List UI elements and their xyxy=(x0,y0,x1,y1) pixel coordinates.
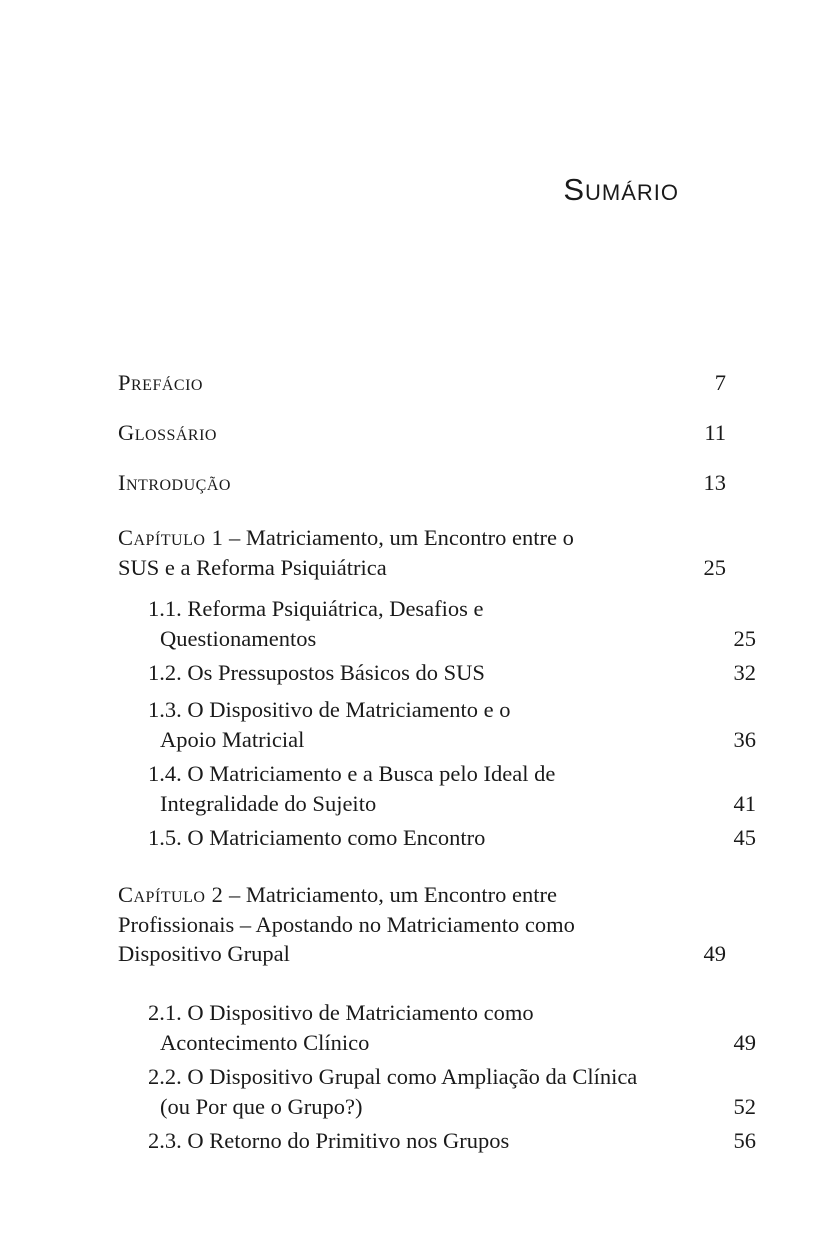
section-title-line-1: 2.3. O Retorno do Primitivo nos Grupos xyxy=(148,1128,510,1153)
toc-entry-section-2-1 xyxy=(118,998,756,1057)
section-title-line-1: 1.4. O Matriciamento e a Busca pelo Ideal de xyxy=(148,761,556,786)
toc-entry-section-2-3 xyxy=(118,1126,756,1156)
toc-entry-section-1-2 xyxy=(118,658,756,688)
toc-entry-text xyxy=(148,759,756,818)
toc-page-number: 25 xyxy=(703,554,726,580)
toc-page-number: 49 xyxy=(703,941,726,966)
toc-entry-text xyxy=(148,1062,756,1121)
section-title-line-2: Integralidade do Sujeito xyxy=(160,790,377,816)
toc-page-number: 52 xyxy=(733,1093,756,1119)
page-title: Sumário xyxy=(563,172,679,207)
toc-page-number: 13 xyxy=(703,470,726,495)
section-title-line-1: 1.1. Reforma Psiquiátrica, Desafios e xyxy=(148,596,484,621)
toc-entry-introducao xyxy=(118,468,726,498)
toc-page-number: 45 xyxy=(733,825,756,850)
section-title-line-1: 1.2. Os Pressupostos Básicos do SUS xyxy=(148,660,485,685)
chapter-title-line-1: – Matriciamento, um Encontro entre o xyxy=(223,525,574,550)
section-title-line-1: 2.1. O Dispositivo de Matriciamento como xyxy=(148,1000,534,1025)
toc-page-number: 7 xyxy=(714,370,726,395)
toc-page-number: 49 xyxy=(733,1029,756,1055)
toc-entry-label: Glossário xyxy=(118,420,217,445)
chapter-title-line-2: Profissionais – Apostando no Matriciamento como xyxy=(118,911,575,937)
toc-entry-text xyxy=(148,594,756,653)
section-title-line-2: Questionamentos xyxy=(160,625,317,651)
section-title-line-1: 1.3. O Dispositivo de Matriciamento e o xyxy=(148,697,511,722)
toc-entry-section-2-2 xyxy=(118,1062,756,1121)
chapter-label: Capítulo 2 xyxy=(118,882,224,907)
toc-entry-text xyxy=(118,523,726,582)
toc-page-number: 32 xyxy=(733,660,756,685)
toc-entry-chapter-1 xyxy=(118,523,726,582)
toc-entry-section-1-1 xyxy=(118,594,756,653)
section-title-line-2: (ou Por que o Grupo?) xyxy=(160,1093,363,1119)
section-title-line-2: Apoio Matricial xyxy=(160,726,305,752)
toc-entry-prefacio xyxy=(118,368,726,398)
toc-entry-section-1-4 xyxy=(118,759,756,818)
toc-entry-glossario xyxy=(118,418,726,448)
chapter-title-line-1: – Matriciamento, um Encontro entre xyxy=(223,882,557,907)
toc-entry-text xyxy=(118,880,726,969)
toc-entry-section-1-3 xyxy=(118,695,756,754)
toc-entry-chapter-2 xyxy=(118,880,726,969)
section-title-line-1: 2.2. O Dispositivo Grupal como Ampliação da Clínica xyxy=(148,1064,638,1089)
toc-page-number: 25 xyxy=(733,625,756,651)
chapter-title-line-3: Dispositivo Grupal xyxy=(118,941,290,966)
toc-page-number: 56 xyxy=(733,1128,756,1153)
section-title-line-1: 1.5. O Matriciamento como Encontro xyxy=(148,825,486,850)
chapter-title-line-2: SUS e a Reforma Psiquiátrica xyxy=(118,554,387,580)
toc-entry-text xyxy=(148,998,756,1057)
toc-page-number: 11 xyxy=(704,420,726,445)
toc-entry-text xyxy=(148,695,756,754)
toc-page-number: 36 xyxy=(733,726,756,752)
toc-entry-label: Introdução xyxy=(118,470,231,495)
toc-entry-section-1-5 xyxy=(118,823,756,853)
toc-entry-label: Prefácio xyxy=(118,370,203,395)
section-title-line-2: Acontecimento Clínico xyxy=(160,1029,370,1055)
toc-page-number: 41 xyxy=(733,790,756,816)
chapter-label: Capítulo 1 xyxy=(118,525,224,550)
